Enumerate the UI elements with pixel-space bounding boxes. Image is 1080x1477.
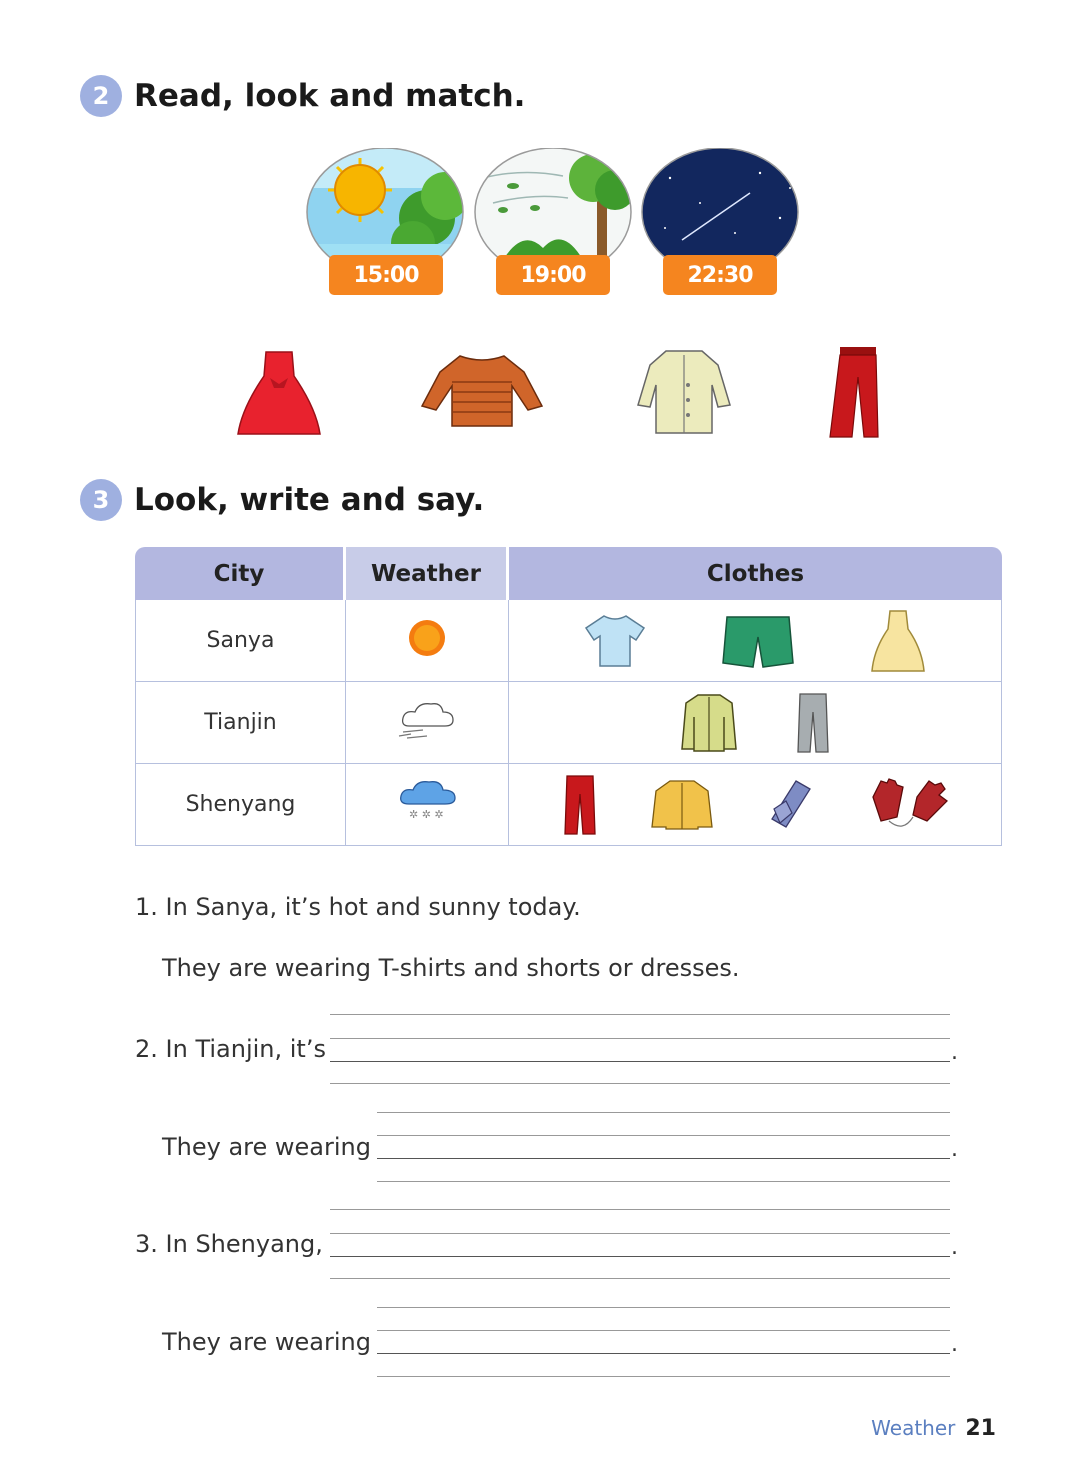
- clothes-cell: [509, 682, 1002, 764]
- section-3-header: [80, 479, 484, 521]
- sentence-1-line-1: 1. In Sanya, it’s hot and sunny today.: [135, 893, 581, 921]
- gloves-picture: [867, 777, 949, 833]
- dress-picture[interactable]: [236, 348, 322, 438]
- guide-line: [330, 1014, 950, 1015]
- guide-line: [330, 1038, 950, 1039]
- answer-line-3b[interactable]: [377, 1353, 950, 1354]
- section-number-badge: 2: [80, 75, 122, 117]
- city-cell: Sanya: [135, 600, 346, 682]
- table-row: [135, 600, 1002, 682]
- period: .: [951, 1235, 958, 1260]
- sun-icon: [405, 616, 449, 660]
- footer-unit-label: Weather: [871, 1416, 956, 1440]
- section-title: Look, write and say.: [134, 482, 485, 518]
- jacket-picture: [650, 779, 714, 831]
- guide-line: [377, 1307, 950, 1308]
- cloud-wind-icon: [397, 696, 457, 744]
- scarf-picture: [766, 779, 814, 831]
- period: .: [951, 1137, 958, 1162]
- answer-line-2b[interactable]: [377, 1158, 950, 1159]
- guide-line: [377, 1330, 950, 1331]
- sentence-3-prefix: 3. In Shenyang,: [135, 1230, 323, 1258]
- night-scene-image: [640, 148, 800, 260]
- sentence-1-line-2: They are wearing T-shirts and shorts or dresses.: [162, 954, 740, 982]
- answer-line-2a[interactable]: [330, 1061, 950, 1062]
- jacket-picture: [680, 693, 738, 753]
- column-header-clothes: Clothes: [509, 547, 1002, 600]
- page-number: 21: [965, 1416, 996, 1441]
- page-footer: [871, 1416, 996, 1441]
- answer-line-3a[interactable]: [330, 1256, 950, 1257]
- t-shirt-picture: [584, 612, 646, 670]
- city-cell: Tianjin: [135, 682, 346, 764]
- weather-cell: [346, 764, 509, 846]
- sentence-3-wear: They are wearing: [162, 1328, 371, 1356]
- period: .: [951, 1332, 958, 1357]
- time-label: 22:30: [663, 255, 777, 295]
- shorts-picture: [721, 613, 795, 669]
- windy-scene-image: [473, 148, 633, 260]
- table-row: [135, 682, 1002, 764]
- guide-line: [330, 1278, 950, 1279]
- table-row: [135, 764, 1002, 846]
- city-cell: Shenyang: [135, 764, 346, 846]
- period: .: [951, 1040, 958, 1065]
- weather-table: [135, 547, 1002, 846]
- clothes-cell: [509, 600, 1002, 682]
- guide-line: [377, 1135, 950, 1136]
- dress-picture: [870, 609, 926, 673]
- weather-cell: [346, 682, 509, 764]
- section-number-badge: 3: [80, 479, 122, 521]
- snow-cloud-icon: [397, 778, 457, 826]
- svg-text:✲ ✲ ✲: ✲ ✲ ✲: [409, 807, 444, 821]
- time-label: 19:00: [496, 255, 610, 295]
- trousers-picture: [794, 692, 830, 754]
- section-2-header: [80, 75, 525, 117]
- sentence-2-prefix: 2. In Tianjin, it’s: [135, 1035, 326, 1063]
- column-header-weather: Weather: [346, 547, 509, 600]
- guide-line: [377, 1181, 950, 1182]
- sentence-2-wear: They are wearing: [162, 1133, 371, 1161]
- weather-cell: [346, 600, 509, 682]
- time-label: 15:00: [329, 255, 443, 295]
- guide-line: [330, 1083, 950, 1084]
- guide-line: [377, 1376, 950, 1377]
- section-title: Read, look and match.: [134, 78, 526, 114]
- coat-picture[interactable]: [636, 345, 732, 438]
- column-header-city: City: [135, 547, 346, 600]
- trousers-picture: [561, 774, 597, 836]
- clothes-cell: [509, 764, 1002, 846]
- guide-line: [377, 1112, 950, 1113]
- guide-line: [330, 1233, 950, 1234]
- trousers-picture[interactable]: [826, 345, 882, 440]
- sweater-picture[interactable]: [420, 352, 544, 430]
- sunny-scene-image: [305, 148, 465, 260]
- guide-line: [330, 1209, 950, 1210]
- table-header-row: [135, 547, 1002, 600]
